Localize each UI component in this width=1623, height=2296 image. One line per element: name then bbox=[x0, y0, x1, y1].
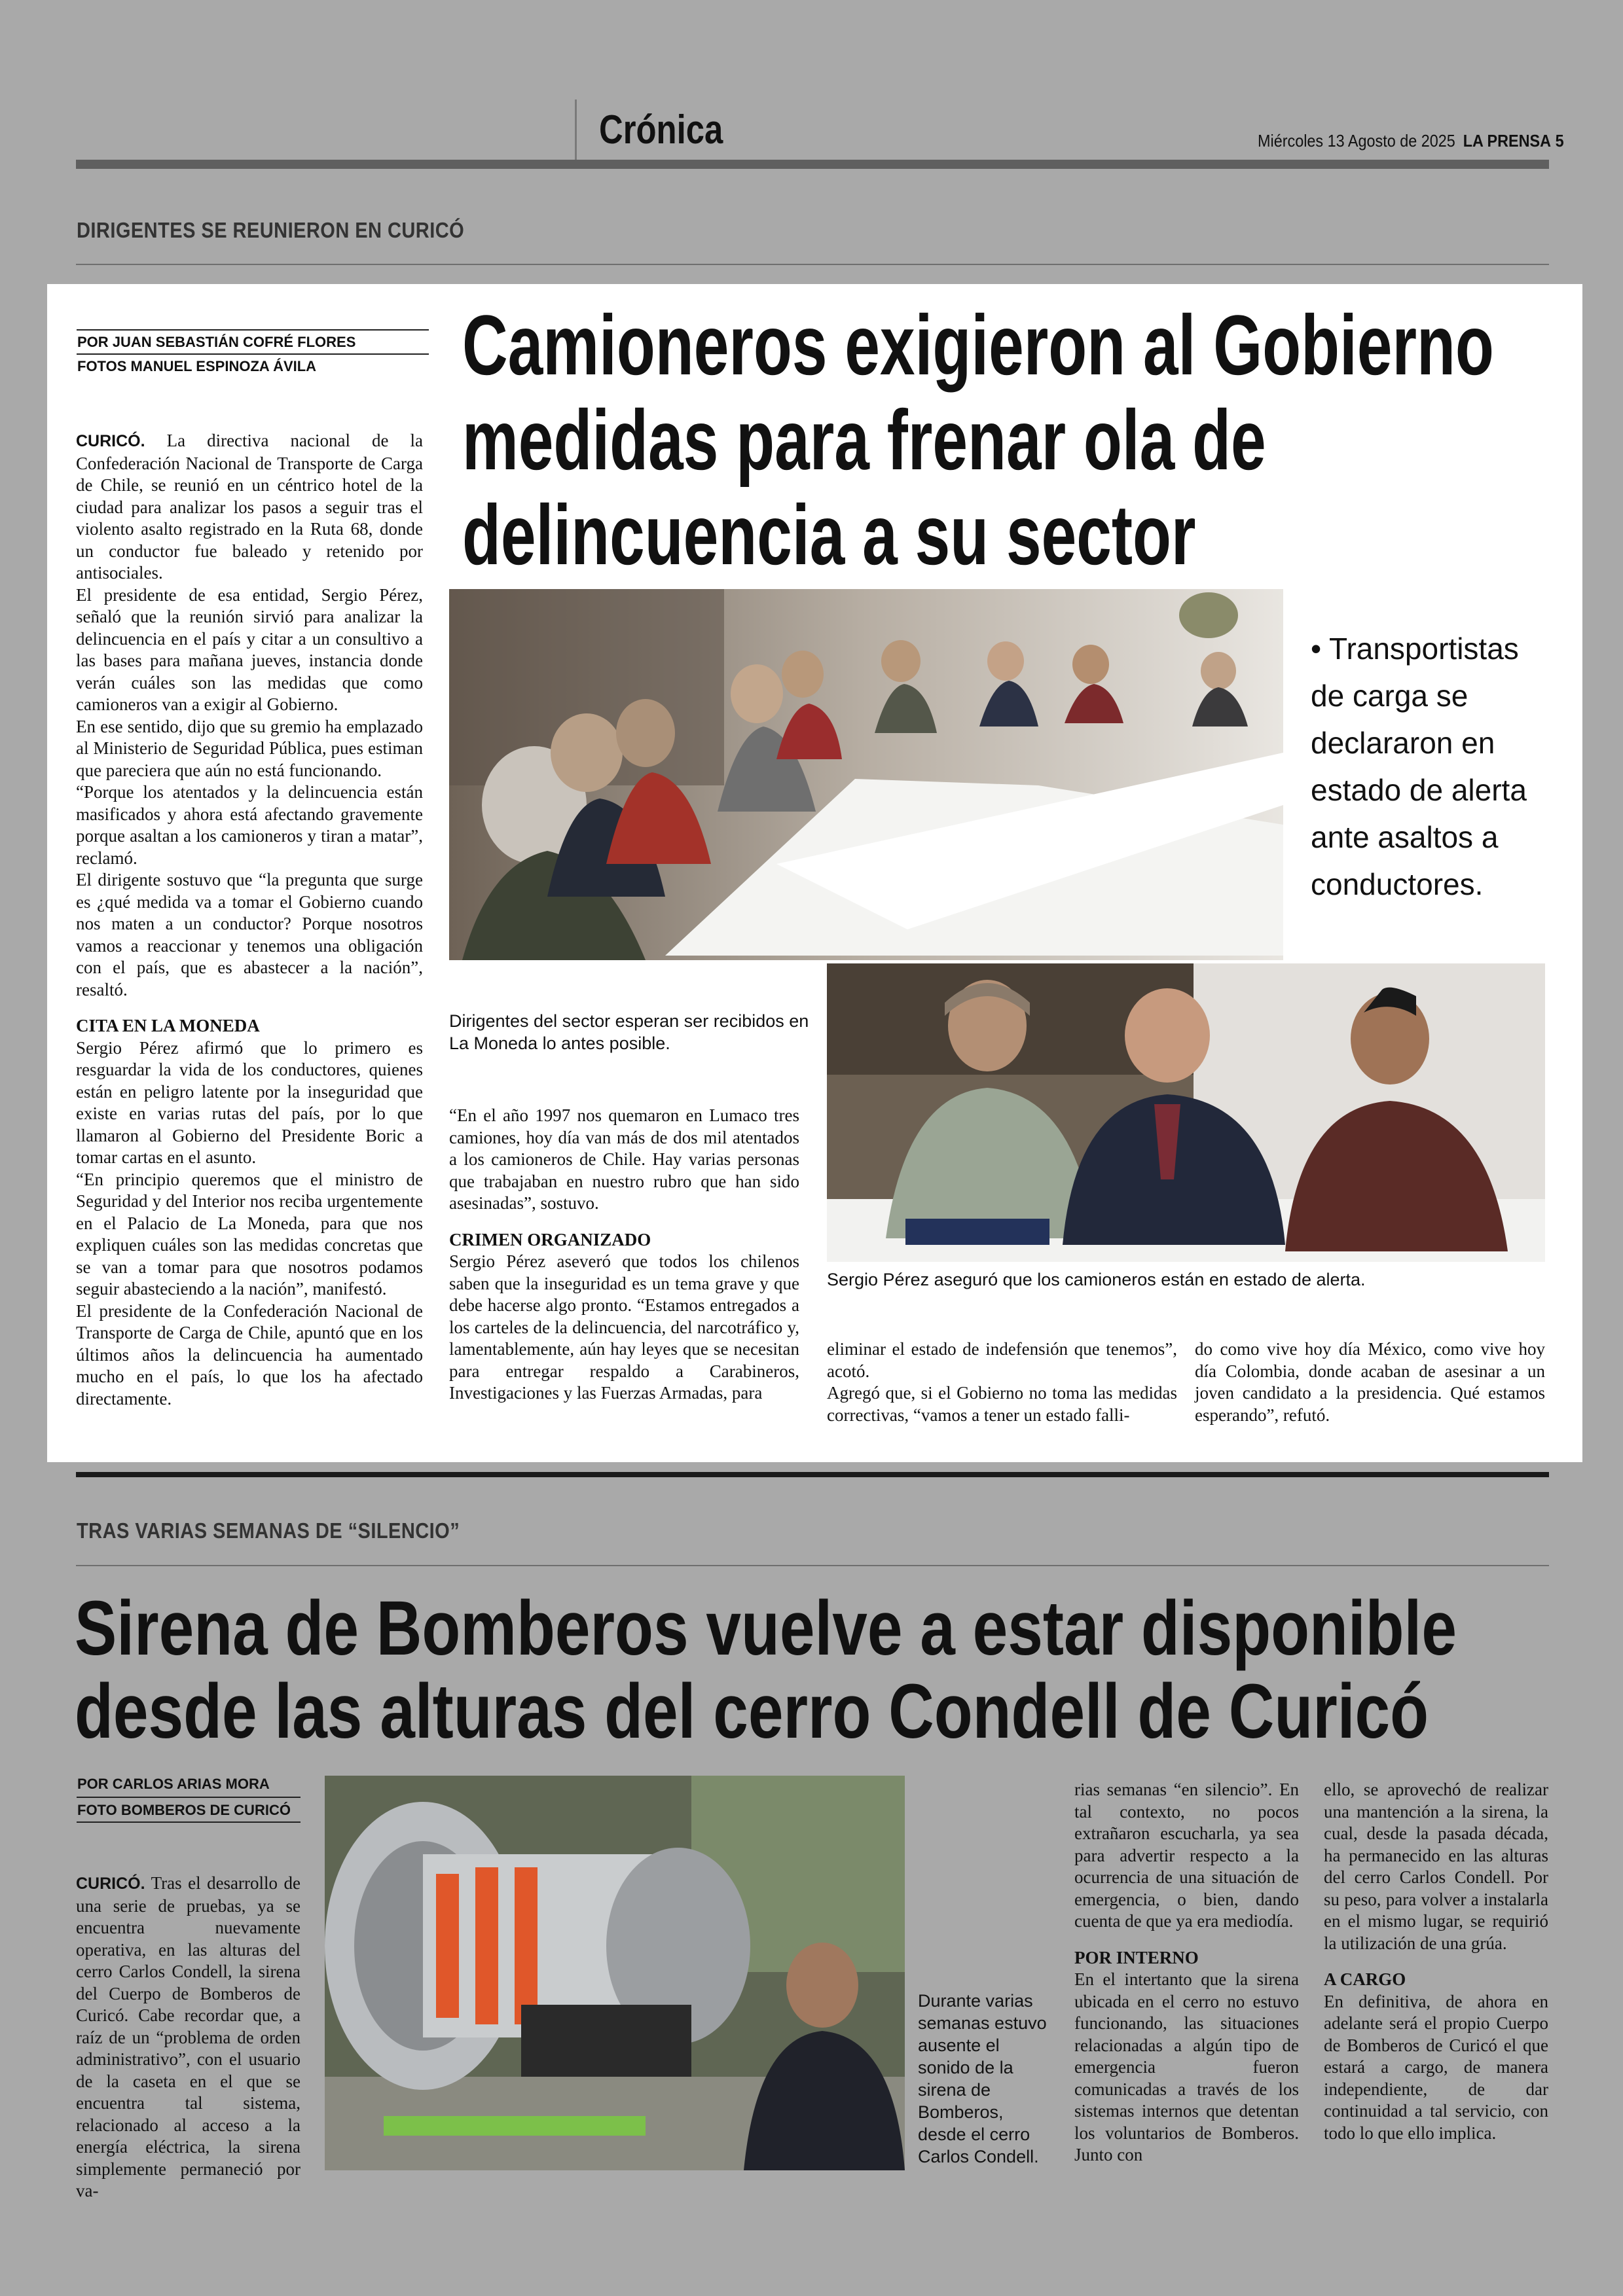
issue-date bbox=[1258, 131, 1564, 151]
header-rule bbox=[76, 160, 1549, 169]
subheading: CITA EN LA MONEDA bbox=[76, 1016, 260, 1035]
article2-kicker: TRAS VARIAS SEMANAS DE “SILENCIO” bbox=[77, 1518, 460, 1543]
paragraph: rias semanas “en silencio”. En tal contexto, no pocos extrañaron escucharla, ya sea para advertir respecto a la ocurrencia de una situación de emergencia, o bien, dando cuenta de que ya era mediodía. bbox=[1074, 1780, 1299, 1931]
dateline: CURICÓ. bbox=[76, 1874, 145, 1893]
article2-photographer: FOTO BOMBEROS DE CURICÓ bbox=[77, 1802, 291, 1818]
article2-kicker-rule bbox=[76, 1565, 1549, 1566]
byline2-rule-1 bbox=[77, 1797, 301, 1798]
byline-rule-2 bbox=[77, 353, 429, 355]
photo1-caption: Dirigentes del sector esperan ser recibidos en La Moneda lo antes posible. bbox=[449, 1011, 809, 1053]
headline-line-3: delincuencia a su sector bbox=[462, 487, 1196, 583]
siren-photo bbox=[325, 1776, 905, 2170]
article2-author: POR CARLOS ARIAS MORA bbox=[77, 1776, 270, 1792]
paragraph: ello, se aprovechó de realizar una mantención a la sirena, la cual, desde la pasada década, ha permanecido en las alturas del cerro Carlos Condell. Por su peso, para volver a instalarla en el mismo lugar, se requirió la utilización de una grúa. bbox=[1324, 1780, 1548, 1953]
header-divider bbox=[575, 99, 577, 162]
paragraph-text: Tras el desarrollo de una serie de pruebas, ya se encuentra nuevamente operativa, en las alturas del cerro Carlos Condell, la sirena del Cuerpo de Bomberos de Curicó. Cabe recordar que, a raíz de un “problema de orden administrativo”, con el usuario de la caseta en el que se encuentra tal sistema, relacionado al acceso a la energía eléctrica, la sirena simplemente permaneció por va- bbox=[76, 1873, 301, 2200]
paragraph: “Porque los atentados y la delincuencia están masificados y ahora está afectando gravemente porque asaltan a los camioneros y tiran a matar”, reclamó. bbox=[76, 782, 423, 868]
byline2-rule-2 bbox=[77, 1821, 301, 1823]
article1-headline bbox=[462, 298, 1494, 583]
subheading: A CARGO bbox=[1324, 1969, 1406, 1989]
article1-bullet: • Transportistas de carga se declararon en estado de alerta ante asaltos a conductores. bbox=[1311, 632, 1527, 901]
article1-author: POR JUAN SEBASTIÁN COFRÉ FLORES bbox=[77, 334, 356, 350]
article1-col2 bbox=[449, 1105, 799, 1405]
page-number: 5 bbox=[1555, 131, 1564, 151]
paragraph: Sergio Pérez afirmó que lo primero es resguardar la vida de los conductores, quienes están en peligro latente por la inseguridad que existe en varias rutas del país, por lo que llamaron al Gobierno del Presidente Boric a tomar cartas en el asunto. bbox=[76, 1037, 423, 1167]
headline-line-1: Sirena de Bomberos vuelve a estar disponible bbox=[75, 1585, 1457, 1672]
paragraph bbox=[76, 1873, 301, 2202]
paragraph bbox=[76, 430, 423, 584]
dateline: CURICÓ. bbox=[76, 432, 145, 450]
paragraph: “En principio queremos que el ministro de Seguridad y del Interior nos reciba urgentemente en el Palacio de La Moneda, para que nos expliquen cuáles son las medidas concretas que se van a tomar para que nosotros podamos seguir abasteciendo a la nación”, manifestó. bbox=[76, 1169, 423, 1299]
paragraph-text: La directiva nacional de la Confederación Nacional de Transporte de Carga de Chile, se reunió en un céntrico hotel de la ciudad para analizar los pasos a seguir tras el violento asalto registrado en la Ruta 68, donde un conductor fue baleado y retenido por antisociales. bbox=[76, 431, 423, 583]
meeting-photo bbox=[449, 589, 1283, 960]
date-text: Miércoles 13 Agosto de 2025 bbox=[1258, 131, 1455, 151]
subheading: CRIMEN ORGANIZADO bbox=[449, 1229, 651, 1249]
paragraph: Agregó que, si el Gobierno no toma las medidas correctivas, “vamos a tener un estado falli- bbox=[827, 1383, 1177, 1425]
paragraph: “En el año 1997 nos quemaron en Lumaco tres camiones, hoy día van más de dos mil atentados a los camioneros de Chile. Hay varias personas que trabajaban en nuestro rubro que han sido asesinadas”, sostuvo. bbox=[449, 1105, 799, 1213]
headline-line-2: desde las alturas del cerro Condell de Curicó bbox=[75, 1668, 1429, 1755]
article1-col1 bbox=[76, 430, 423, 1410]
paragraph: eliminar el estado de indefensión que tenemos”, acotó. bbox=[827, 1339, 1177, 1381]
paragraph: En el intertanto que la sirena ubicada en el cerro no estuvo funcionando, las situaciones relacionadas a algún tipo de emergencia fueron comunicadas a través de los sistemas internos que detentan los voluntarios de Bomberos. Junto con bbox=[1074, 1969, 1299, 2164]
byline-rule-1 bbox=[77, 329, 429, 331]
article2-top-rule bbox=[76, 1472, 1549, 1477]
article2-col3 bbox=[1324, 1779, 1548, 2144]
article1-kicker-rule bbox=[76, 264, 1549, 265]
article1-photographer: FOTOS MANUEL ESPINOZA ÁVILA bbox=[77, 358, 317, 374]
paragraph: do como vive hoy día México, como vive hoy día Colombia, donde acaban de asesinar a un joven candidato a la presidencia. Qué estamos esperando”, refutó. bbox=[1195, 1339, 1545, 1425]
paragraph: El presidente de esa entidad, Sergio Pérez, señaló que la reunión sirvió para analizar la delincuencia en el país y citar a un consultivo a las bases para mañana jueves, instancia donde verán cuáles son las medidas que como camioneros van a exigir al Gobierno. bbox=[76, 584, 423, 714]
paragraph: El presidente de la Confederación Nacional de Transporte de Carga de Chile, apuntó que en los últimos años la delincuencia ha aumentado mucho en el país, lo que los ha afectado directamente. bbox=[76, 1300, 423, 1408]
paragraph: En ese sentido, dijo que su gremio ha emplazado al Ministerio de Seguridad Pública, pues estiman que pareciera que aún no está funcionando. bbox=[76, 716, 423, 780]
article2-col1 bbox=[76, 1873, 301, 2202]
paragraph: Sergio Pérez aseveró que todos los chilenos saben que la inseguridad es un tema grave y que debe hacerse algo pronto. “Estamos entregados a los carteles de la delincuencia, del narcotráfico y, lamentablemente, aún hay leyes que se necesitan para entregar respaldo a Carabineros, Investigaciones y las Fuerzas Armadas, para bbox=[449, 1251, 799, 1403]
article1-col4 bbox=[1195, 1338, 1545, 1426]
headline-line-1: Camioneros exigieron al Gobierno bbox=[462, 297, 1494, 393]
headline-line-2: medidas para frenar ola de bbox=[462, 392, 1266, 488]
siren-caption: Durante varias semanas estuvo ausente el sonido de la sirena de Bomberos, desde el cerro Carlos Condell. bbox=[918, 1991, 1047, 2166]
article2-headline bbox=[75, 1587, 1457, 1753]
subheading: POR INTERNO bbox=[1074, 1947, 1199, 1967]
paper-name: LA PRENSA bbox=[1463, 131, 1552, 151]
leaders-photo bbox=[827, 963, 1545, 1262]
article2-col2 bbox=[1074, 1779, 1299, 2166]
paragraph: En definitiva, de ahora en adelante será el propio Cuerpo de Bomberos de Curicó el que estará a cargo, de manera independiente, de dar continuidad a tal servicio, con todo lo que ello implica. bbox=[1324, 1991, 1548, 2143]
photo2-caption: Sergio Pérez aseguró que los camioneros están en estado de alerta. bbox=[827, 1270, 1366, 1289]
section-title: Crónica bbox=[599, 107, 723, 152]
paragraph: El dirigente sostuvo que “la pregunta que surge es ¿qué medida va a tomar el Gobierno cuando nos maten a un conductor? Porque nosotros vamos a reaccionar y tenemos una obligación con el país, que es abastecer a la nación”, resaltó. bbox=[76, 870, 423, 999]
article1-col3 bbox=[827, 1338, 1177, 1426]
article1-kicker: DIRIGENTES SE REUNIERON EN CURICÓ bbox=[77, 218, 465, 242]
